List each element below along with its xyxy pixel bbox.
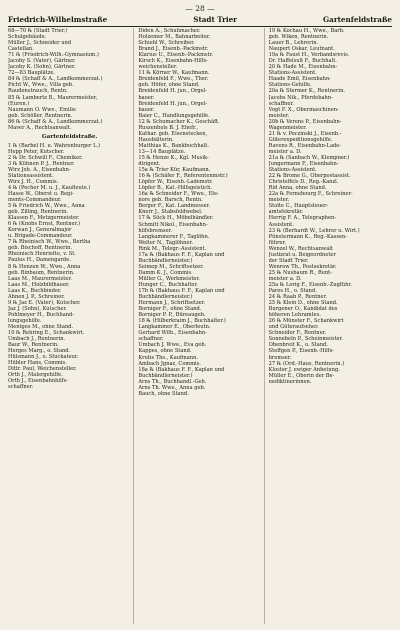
directory-entry: Pohlmeyer H., Buchhand- (8, 311, 75, 318)
directory-entry: Jacobs Nik., Pferdebahn- (268, 94, 333, 101)
directory-entry: Breidenfeld F., Wwe., Ther. (138, 76, 209, 83)
directory-entry: 17a ℞ (Bakhaus F. F., Kaplan und (138, 251, 225, 258)
directory-entry: Güterexpeditionsgehilfe. (268, 136, 333, 143)
directory-entry: 3 ℞ Kühnen P. J., Rentner. (8, 160, 75, 167)
directory-entry: lungsgehilfe. (8, 317, 42, 324)
directory-entry: Jungermann F., Eisenbahn- (268, 161, 339, 168)
directory-entry: Jacoby K. (Sohn), Gärtner. (8, 64, 76, 71)
directory-entry: 15a ℞ Trier Kür, Kaufmann. (138, 167, 211, 174)
directory-entry: Rink M., Telegr.-Assistent. (138, 245, 207, 252)
column-2 (136, 28, 264, 624)
directory-entry: 22 ℞ Brome G., Oberpostassist. (268, 173, 351, 180)
directory-entry: Müller J., Schneider und (8, 40, 72, 47)
directory-entry: Mentges M., ohne Stand. (8, 324, 74, 330)
directory-entry: geb. Bischoff, Rentnerin. (8, 245, 73, 252)
directory-entry: Maver A., Rechtsanwalt. (8, 124, 72, 131)
directory-entry: 20b ℞ Verens P., Eisenbahn- (268, 118, 342, 125)
directory-entry: Kirsch K., Eisenbahn-Hilfs- (138, 58, 208, 65)
directory-entry: Schiehl W., Schreiber. (138, 40, 195, 47)
directory-entry: bauer. (138, 94, 155, 101)
directory-entry: 8 ℞ Henzen W., Wwe., Anna (8, 263, 81, 270)
directory-entry: Raudenstrauch, Rentn. (8, 88, 68, 95)
header-right: Gartenfeldstraße (323, 15, 392, 24)
directory-entry: Umbach J. Wwe., Eva geb. (138, 342, 207, 349)
directory-entry: Klassen F., Metzgermeister. (8, 215, 80, 222)
directory-entry: Rheinisch Henriette, v. St. (8, 251, 76, 258)
directory-entry: Ambach Jgnaz, Commis. (138, 360, 201, 367)
directory-entry: 1 ℞ (Barbel H. u. Wahrenburger L.) (8, 142, 101, 149)
directory-entry: 16a ℞ Schneider F., Wwe., Ele- (138, 191, 219, 198)
header-left: Friedrich-Wilhelmstraße (8, 15, 108, 24)
directory-entry: Löpfer W., Eisenb.-Lademstr. (138, 179, 213, 186)
directory-entry: Baur W., Rentnerin. (8, 342, 59, 349)
directory-entry: Borniger F., ohne Stand. (138, 306, 202, 313)
directory-entry: Matthias K., Bankbuchhalt. (138, 142, 209, 149)
directory-entry: bauer. (138, 106, 155, 113)
directory-entry: Diden A., Schuhmacher. (138, 28, 201, 34)
directory-entry: Buchbändlerneister.) (138, 372, 193, 379)
directory-entry: geb. Wiken, Rentnerin. (268, 34, 329, 41)
directory-entry: 72—83 Bauplätze. (8, 70, 56, 77)
directory-entry: Langkammer E., Oberleutn. (138, 324, 211, 331)
directory-entry: Kloster J. ewiger Anbetung. (268, 366, 340, 373)
directory-entry: Ravens R., Eisenbahn-Lade- (268, 142, 341, 149)
directory-entry: 84 ℞ (Schaff & A., Landkommerzat.) (8, 76, 103, 83)
directory-entry: Naupert Oskar, Leutnant. (268, 46, 335, 53)
directory-entry: dirigent. (138, 161, 161, 168)
directory-entry: Burgener O., Kandidat des (268, 306, 338, 313)
directory-entry: Schmitt Nikol., Eisenbahn- (138, 221, 208, 228)
directory-entry: geb. Zilling, Rentnerin. (8, 209, 69, 216)
directory-entry: Hausbälterin. (138, 136, 174, 143)
directory-entry: Buchbändlerneister.) (138, 257, 193, 264)
directory-entry: bremser. (268, 354, 292, 361)
directory-entry: Krutis Ths., Kaufmann. (138, 354, 198, 361)
directory-entry: Sonnebeln P., Scheinmeister. (268, 336, 344, 343)
directory-entry: Dr. Haffelsuß F., Buchhalt. (268, 58, 337, 65)
directory-entry: u. Brigade-Commandeur. (8, 233, 73, 240)
directory-entry: Wenzel W., Rechtsanwalt (268, 245, 333, 252)
directory-entry: Orth J., Malergehilfe. (8, 372, 63, 379)
directory-entry: 17b ℞ (Bakhaus F. F., Kaplan und (138, 288, 225, 295)
directory-entry: Castellan. (8, 46, 34, 53)
header-center: Stadt Trier (193, 15, 237, 24)
page-number: — 28 — (185, 4, 215, 13)
directory-entry: Hepp Peter, Kutscher. (8, 148, 65, 155)
column-3 (267, 28, 394, 624)
directory-entry: Steffgen P., Eisenb.-Hilfs- (268, 348, 335, 355)
directory-entry: Damm K. J., Commis. (138, 269, 193, 276)
directory-entry: Breidenfeld H. jun., Orgel- (138, 88, 208, 95)
directory-entry: Breidenfeld H. jun., Orgel- (138, 100, 208, 107)
directory-entry: Pünstermann K., Reg.-Kassen- (268, 233, 348, 240)
directory-entry: Pares H., o. Stand. (268, 288, 317, 295)
directory-entry: Klarius U., Eisenb.-Packmstr. (138, 52, 214, 59)
directory-entry: Wenrow Th., Postsekretär. (268, 263, 337, 270)
directory-entry: 13—14 Bauplätze. (138, 148, 186, 155)
directory-entry: Langkammerer F., Taglöhn. (138, 233, 210, 240)
directory-entry: schaffner. (268, 100, 294, 107)
directory-entry: Ahnen J. P., Schreiner. (8, 293, 65, 300)
column-1 (6, 28, 134, 624)
directory-entry: 26 ℞ Münster F., Schankwirt (268, 318, 344, 325)
directory-entry: Orth J., Eisenbahnhilfs- (8, 378, 68, 385)
directory-entry: Laas M., Maurermeister. (8, 275, 72, 282)
directory-entry: Kappes, ohne Stand. (138, 348, 192, 355)
directory-entry: 25a ℞ Lorig F., Eisenb.-Zugführ. (268, 281, 352, 288)
directory-entry: amtsfekretär. (268, 209, 304, 216)
directory-entry: Haade Emil, Eisenbahn- (268, 76, 331, 83)
directory-entry: höheren Lehramtes. (268, 312, 321, 319)
directory-entry: 6 ℞ (Knobs Ernst, Rentner.) (8, 221, 80, 228)
directory-entry: geb. Höfer, ohne Stand. (138, 82, 200, 89)
directory-entry: Ruszenhols B. J. Ehefr., (138, 124, 199, 131)
directory-entry: 17 ℞ Sück H., Möbelhändler. (138, 215, 214, 222)
entry-columns (6, 28, 394, 624)
directory-entry: Umbach J., Rentnerin. (8, 336, 66, 343)
directory-entry: Obenbreit K., o. Stand. (268, 342, 329, 349)
directory-entry: Baier C., Handlungsgehilfe. (138, 112, 210, 119)
directory-entry: 25 ℞ Klein D., ohne Stand. (268, 300, 338, 307)
directory-entry: 12 ℞ Schumacher K., Geschäft. (138, 118, 220, 125)
directory-entry: Wagenmeister. (268, 124, 307, 131)
directory-entry: 22a ℞ Fernebourg F., Schreiner- (268, 191, 353, 198)
directory-entry: ments-Commandeur. (8, 197, 62, 204)
directory-entry: 21a ℞ (Sanbach W., Klempner.) (268, 154, 350, 161)
directory-entry: 24 ℞ Raab P., Rentner. (268, 294, 328, 301)
directory-entry: Müller G., Werkmeister. (138, 275, 200, 282)
directory-entry: (Euren.) (8, 100, 30, 107)
directory-entry: Dittr. Paul, Weichensteller. (8, 366, 77, 373)
directory-entry: Stations-Assistent. (268, 167, 317, 174)
directory-entry: Arns Th. Wwe., Anna geb. (138, 384, 206, 391)
directory-entry: 5 ℞ Friedrich W., Wwe., Anna (8, 203, 85, 210)
directory-entry: Welter N., Taglöhner. (138, 239, 193, 246)
directory-entry: geb. Schöller, Rentnerin. (8, 112, 73, 119)
directory-entry: 19a ℞ Faust H., Verbandsrevis. (268, 52, 350, 59)
directory-entry: Seimep M., Schriftsetzer. (138, 263, 204, 270)
directory-entry: meister a. D. (268, 275, 302, 282)
directory-entry: 9 ℞ Jaz E. (Vater), Kutscher. (8, 299, 81, 306)
directory-entry: Lauer B., Lehrerin. (268, 40, 319, 47)
directory-entry: Schulgebäude. (8, 34, 47, 41)
directory-entry: Rid Anna, ohne Stand. (268, 185, 327, 192)
directory-entry: Justizrat u. Beigeordneter (268, 251, 336, 258)
directory-entry: Laas M., Holzbildhauer. (8, 281, 70, 288)
directory-entry: 7 ℞ Rheinisch W., Wwe., Bertha (8, 239, 91, 246)
directory-entry: 23 ℞ (Berhardt W., Lehrer u. Wirt.) (268, 227, 360, 234)
directory-entry: 85 ℞ Lambertz B., Maurermeister, (8, 94, 98, 101)
directory-entry: Stolte C., Hauptsteuer- (268, 203, 329, 210)
directory-entry: Jacoby S. (Vater), Gärtner. (8, 58, 76, 65)
directory-entry: 21 ℞ v. Poczinski J., Eisenb.- (268, 130, 342, 137)
directory-entry: 86 ℞ (Schaff & A., Landkommerzat.) (8, 118, 103, 125)
directory-entry: Paulus H., Damengarde. (8, 257, 71, 264)
directory-entry: schaffner. (8, 384, 34, 391)
directory-entry: 18a ℞ (Bakhaus F. F., Kaplan und (138, 366, 225, 373)
directory-entry: 18 ℞ (Hilberkraim J., Buchhalter.) (138, 318, 226, 325)
directory-entry: Hübler Hans, Commis. (8, 360, 67, 367)
directory-entry: 11 ℞ Körner W., Kaufmann. (138, 70, 210, 77)
directory-entry: und Güteraufseher. (268, 324, 319, 331)
directory-entry: nore geb. Barsch, Rentn. (138, 197, 203, 204)
directory-entry: 19 ℞ Kochau H., Wwe., Barb. (268, 28, 345, 34)
directory-entry: Assistent. (268, 221, 294, 228)
directory-entry: 15 ℞ Henze K., Kgl. Musik- (138, 154, 209, 161)
directory-entry: Herrig F. A., Telegraphen- (268, 215, 336, 222)
directory-entry: Stations-Gehilfe. (268, 82, 312, 89)
directory-entry: Berger F., Kat. Landmesser. (138, 203, 211, 210)
directory-entry: hilfsbremser. (138, 227, 173, 234)
directory-entry: 2 ℞ Dr. Schwill F., Chemiker. (8, 154, 83, 161)
directory-entry: Löpfer B., Kat.-Hilfsgeistich. (138, 185, 212, 192)
directory-entry: weichensteller. (138, 64, 178, 71)
directory-entry: Naumann O. Wwe., Emilie (8, 106, 76, 113)
directory-entry: Holzemer M., Bahnarbeiter. (138, 34, 211, 41)
directory-entry: Brand J., Eisenb.-Packmstr. (138, 46, 209, 53)
directory-entry: 4 ℞ (Pecher M. u. J., Kaufleute.) (8, 184, 91, 191)
directory-entry: Gerhard Wilh., Eisenbahn- (138, 330, 207, 337)
running-header (8, 15, 392, 27)
directory-entry: geb. Binbaum, Rentnerin. (8, 269, 75, 276)
directory-entry: führer. (268, 239, 287, 246)
directory-entry: Jaz J. (Sohn), Kutscher. (8, 305, 67, 312)
directory-entry: 27 ℞ (Ord.-Haus, Rentnerin.) (268, 360, 345, 367)
directory-entry: Christoffels D., Reg.-Kanzl. (268, 179, 339, 186)
directory-entry: Kathar. geb. Eisenstecken, (138, 130, 208, 137)
directory-entry: 71 ℞ (Friedrich-Wilh.-Gymnasium.) (8, 52, 99, 59)
directory-entry: schaffner. (138, 336, 164, 343)
directory-entry: Borniger P. P., Büreaugeh. (138, 312, 206, 319)
directory-entry: Picht W., Wwe., Villa geb. (8, 82, 74, 89)
directory-entry: nediktinerinnen. (268, 378, 312, 385)
directory-entry: Wirz J. H., Commis. (8, 178, 59, 185)
directory-entry: 20 ℞ Hade M., Eisenbahn- (268, 64, 338, 71)
directory-entry: Hasse W., Oberst u. Regi- (8, 190, 74, 197)
directory-entry: 25 ℞ Nusbaum R., Rent- (268, 269, 332, 276)
directory-entry: Wirz Joh. A., Eisenbahn- (8, 166, 71, 173)
directory-entry: Knerr J., Stabsfeldwebel. (138, 209, 203, 216)
directory-entry: Buchbändlerneister.) (138, 294, 193, 301)
directory-entry: meister a. D. (268, 148, 302, 155)
directory-entry: Korwan J., Generalmajor (8, 227, 72, 234)
directory-entry: meister. (268, 197, 290, 204)
directory-entry: der Stadt Trier. (268, 257, 309, 264)
directory-entry: Hunger C., Buchhalter. (138, 281, 198, 288)
directory-entry: Vogt F. X., Obermaschinen- (268, 106, 339, 113)
directory-entry: Stationsassistent. (8, 172, 54, 179)
directory-entry: Bauch, ohne Stand. (138, 390, 189, 397)
directory-entry: Schneider F., Rentner. (268, 330, 327, 337)
directory-entry: 10 ℞ Rehring E., Schankwirt. (8, 330, 85, 337)
directory-entry: Stations-Assistent. (268, 70, 317, 77)
directory-entry: Hermann J., Schriftsetzer. (138, 300, 206, 307)
directory-entry: meister. (268, 112, 290, 119)
directory-entry: Arns Th., Buchhandl.-Geh. (138, 378, 207, 385)
directory-entry: Hülsmann J., o. Stuckateur. (8, 354, 79, 361)
directory-entry: 20a ℞ Stermer K., Rentnerin. (268, 88, 345, 95)
directory-entry: Herges Marg., o. Stand. (8, 348, 71, 355)
section-heading: Gartenfeldstraße. (41, 133, 98, 140)
directory-entry: Müller E., Oberin der Be- (268, 372, 335, 379)
directory-entry: Laas K., Buchbinder. (8, 287, 62, 294)
directory-entry: 16 ℞ (Schäfer F., Referentenmstr.) (138, 173, 228, 180)
directory-entry: 68—70 ℞ (Stadt Trier.) (8, 28, 68, 34)
